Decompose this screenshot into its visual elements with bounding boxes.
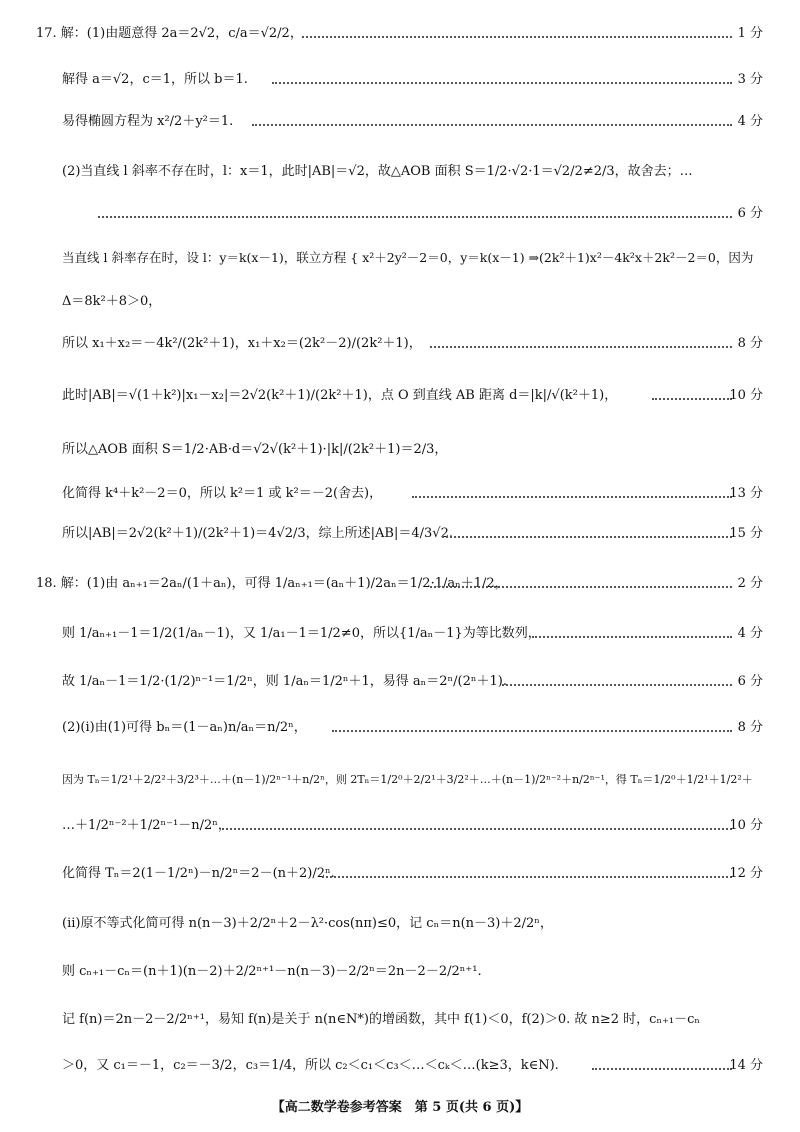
p17-line-10: 所以△AOB 面积 S＝1/2·AB·d＝√2√(k²＋1)·|k|/(2k²＋1)＝2/3， (62, 442, 448, 457)
p17-line-2: 解得 a＝√2，c＝1，所以 b＝1. 3 分 (62, 72, 763, 87)
p17-line-6: 当直线 l 斜率存在时，设 l：y＝k(x－1)，联立方程 { x²＋2y²－2＝0，y＝k(x－1) ⇒(2k²＋1)x²－4k²x＋2k²－2＝0，因为 (62, 250, 754, 265)
p17-line-8: 所以 x₁＋x₂＝－4k²/(2k²＋1)，x₁＋x₂＝(2k²－2)/(2k²＋1)， 8 分 (62, 336, 763, 351)
p18-line-10: 记 f(n)＝2n－2－2/2ⁿ⁺¹，易知 f(n)是关于 n(n∈N*)的增函数，其中 f(1)＜0，f(2)＞0. 故 n≥2 时，cₙ₊₁－cₙ (62, 1012, 701, 1027)
p18-line-9: 则 cₙ₊₁－cₙ＝(n＋1)(n－2)＋2/2ⁿ⁺¹－n(n－3)－2/2ⁿ＝2n－2－2/2ⁿ⁺¹. (62, 964, 482, 979)
p18-line-4: (2)(ⅰ)由(1)可得 bₙ＝(1－aₙ)n/aₙ＝n/2ⁿ， 8 分 (62, 720, 763, 735)
p17-line-9: 此时|AB|＝√(1＋k²)|x₁－x₂|＝2√2(k²＋1)/(2k²＋1)，点 O 到直线 AB 距离 d＝|k|/√(k²＋1)， 10 分 (62, 388, 763, 403)
p17-line-11: 化简得 k⁴＋k²－2＝0，所以 k²＝1 或 k²＝－2(舍去)， 13 分 (62, 486, 763, 501)
p18-line-6: …＋1/2ⁿ⁻²＋1/2ⁿ⁻¹－n/2ⁿ， 10 分 (62, 818, 763, 833)
p18-line-1: 18. 解：(1)由 aₙ₊₁＝2aₙ/(1＋aₙ)，可得 1/aₙ₊₁＝(aₙ＋1)/2aₙ＝1/2·1/aₙ＋1/2， 2 分 (36, 576, 763, 591)
p17-line-1: 17. 解：(1)由题意得 2a＝2√2，c/a＝√2/2， 1 分 (36, 26, 763, 41)
p18-line-8: (ⅱ)原不等式化简可得 n(n－3)＋2/2ⁿ＋2－λ²·cos(nπ)≤0，记 cₙ＝n(n－3)＋2/2ⁿ， (62, 916, 553, 931)
p17-line-5: 6 分 (0, 204, 800, 234)
p17-line-4: (2)当直线 l 斜率不存在时，l：x＝1，此时|AB|＝√2，故△AOB 面积 S＝1/2·√2·1＝√2/2≠2/3，故舍去；… (62, 164, 693, 179)
p18-line-11: ＞0，又 c₁＝－1，c₂＝－3/2，c₃＝1/4，所以 c₂＜c₁＜c₃＜…＜cₖ＜…(k≥3，k∈N). 14 分 (62, 1058, 763, 1073)
p18-line-2: 则 1/aₙ₊₁－1＝1/2(1/aₙ－1)，又 1/a₁－1＝1/2≠0，所以{1/aₙ－1}为等比数列， 4 分 (62, 626, 763, 641)
page-footer: 【高二数学卷参考答案 第 5 页(共 6 页)】 (271, 1100, 529, 1115)
p17-line-12: 所以|AB|＝2√2(k²＋1)/(2k²＋1)＝4√2/3，综上所述|AB|＝4/3√2. 15 分 (62, 526, 763, 541)
p17-line-3: 易得椭圆方程为 x²/2＋y²＝1. 4 分 (62, 114, 763, 129)
p18-line-7: 化简得 Tₙ＝2(1－1/2ⁿ)－n/2ⁿ＝2－(n＋2)/2ⁿ. 12 分 (62, 866, 763, 881)
p18-line-3: 故 1/aₙ－1＝1/2·(1/2)ⁿ⁻¹＝1/2ⁿ，则 1/aₙ＝1/2ⁿ＋1，易得 aₙ＝2ⁿ/(2ⁿ＋1). 6 分 (62, 674, 763, 689)
p17-line-7: Δ＝8k²＋8＞0， (62, 294, 162, 309)
p18-line-5: 因为 Tₙ＝1/2¹＋2/2²＋3/2³＋…＋(n－1)/2ⁿ⁻¹＋n/2ⁿ，则 2Tₙ＝1/2⁰＋2/2¹＋3/2²＋…＋(n－1)/2ⁿ⁻²＋n/2ⁿ⁻¹，得 Tₙ＝1/2⁰＋1/2¹＋1/2²＋ (62, 773, 753, 786)
